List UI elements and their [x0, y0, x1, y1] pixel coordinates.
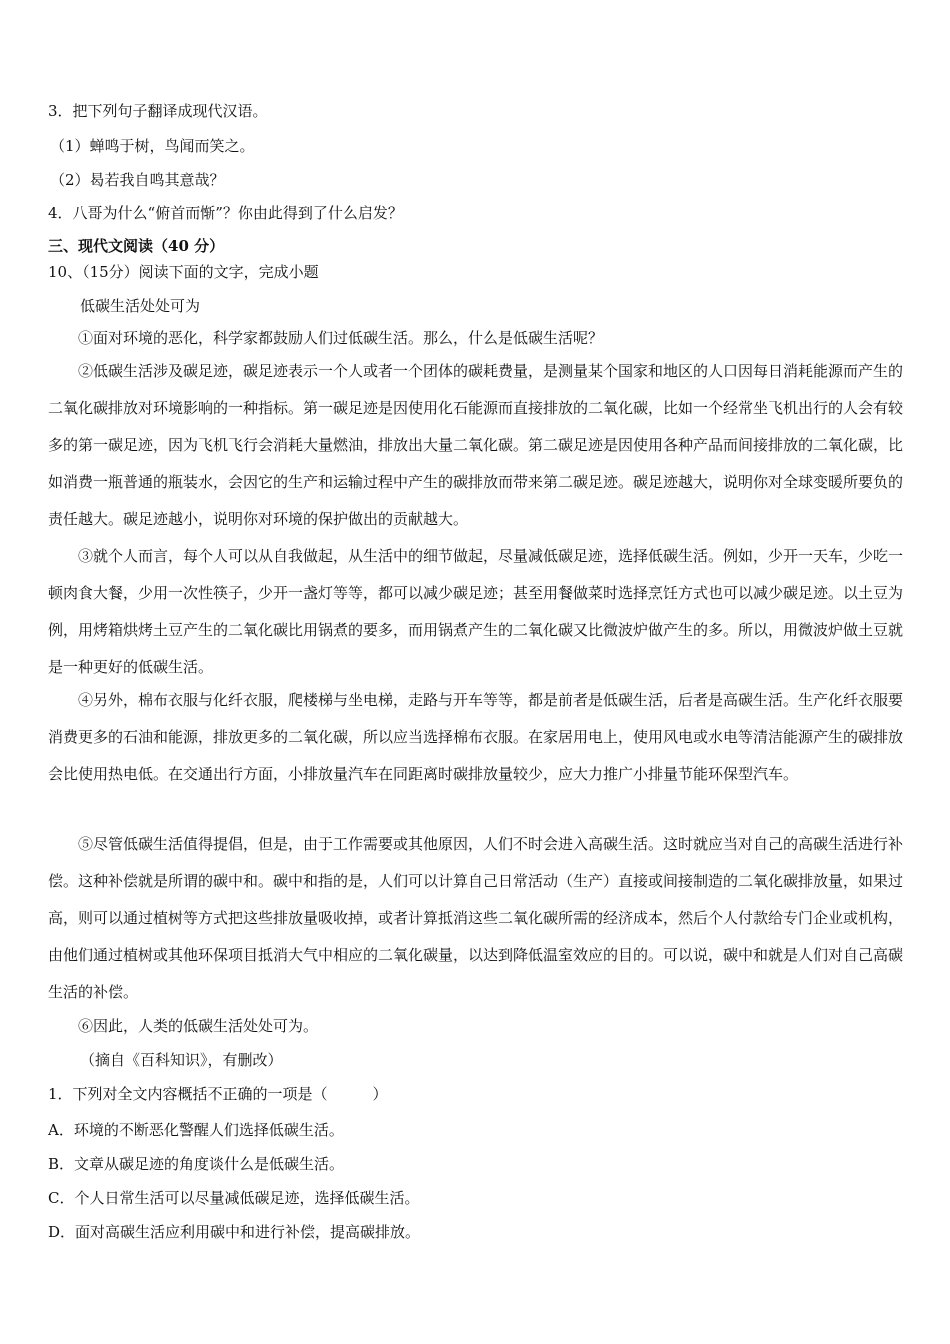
article-paragraph-2: ②低碳生活涉及碳足迹，碳足迹表示一个人或者一个团体的碳耗费量，是测量某个国家和地区的人口因每日消耗能源而产生的二氧化碳排放对环境影响的一种指标。第一碳足迹是因使用化石能源而直接排放的二氧化碳，比如一个经常坐飞机出行的人会有较多的第一碳足迹，因为飞机飞行会消耗大量燃油，排放出大量二氧化碳。第二碳足迹是因使用各种产品而间接排放的二氧化碳，比如消费一瓶普通的瓶装水，会因它的生产和运输过程中产生的碳排放而带来第二碳足迹。碳足迹越大，说明你对全球变暖所要负的责任越大。碳足迹越小，说明你对环境的保护做出的贡献越大。 — [48, 362, 904, 528]
section-heading: 三、现代文阅读（40 分） — [48, 237, 225, 255]
article-paragraph-3: ③就个人而言，每个人可以从自我做起，从生活中的细节做起，尽量减低碳足迹，选择低碳生活。例如，少开一天车，少吃一顿肉食大餐，少用一次性筷子，少开一盏灯等等，都可以减少碳足迹；甚至用餐做菜时选择烹饪方式也可以减少碳足迹。以土豆为例，用烤箱烘烤土豆产生的二氧化碳比用锅煮的要多，而用锅煮产生的二氧化碳又比微波炉做产生的多。所以，用微波炉做土豆就是一种更好的低碳生活。 — [48, 547, 904, 676]
question-3-item-1: （1）蝉鸣于树，鸟闻而笑之。 — [50, 137, 255, 155]
question-10: 10、（15分）阅读下面的文字，完成小题 — [48, 263, 319, 281]
article-source: （摘自《百科知识》，有删改） — [80, 1051, 283, 1069]
mcq-option-c: C．个人日常生活可以尽量减低碳足迹，选择低碳生活。 — [48, 1189, 420, 1207]
question-3: 3．把下列句子翻译成现代汉语。 — [48, 102, 268, 120]
article-title: 低碳生活处处可为 — [80, 297, 201, 315]
mcq-option-a: A．环境的不断恶化警醒人们选择低碳生活。 — [48, 1121, 344, 1139]
mcq-option-b: B．文章从碳足迹的角度谈什么是低碳生活。 — [48, 1155, 345, 1173]
mcq-stem: 1．下列对全文内容概括不正确的一项是（ ） — [48, 1085, 388, 1103]
article-paragraph-5: ⑤尽管低碳生活值得提倡，但是，由于工作需要或其他原因，人们不时会进入高碳生活。这时就应当对自己的高碳生活进行补偿。这种补偿就是所谓的碳中和。碳中和指的是，人们可以计算自己日常活动（生产）直接或间接制造的二氧化碳排放量，如果过高，则可以通过植树等方式把这些排放量吸收掉，或者计算抵消这些二氧化碳所需的经济成本，然后个人付款给专门企业或机构，由他们通过植树或其他环保项目抵消大气中相应的二氧化碳量，以达到降低温室效应的目的。可以说，碳中和就是人们对自己高碳生活的补偿。 — [48, 835, 904, 1001]
question-4: 4．八哥为什么“俯首而惭”？你由此得到了什么启发？ — [48, 204, 403, 222]
article-paragraph-4: ④另外，棉布衣服与化纤衣服，爬楼梯与坐电梯，走路与开车等等，都是前者是低碳生活，后者是高碳生活。生产化纤衣服要消费更多的石油和能源，排放更多的二氧化碳，所以应当选择棉布衣服。在家居用电上，使用风电或水电等清洁能源产生的碳排放会比使用热电低。在交通出行方面，小排放量汽车在同距离时碳排放量较少，应大力推广小排量节能环保型汽车。 — [48, 691, 904, 783]
question-3-item-2: （2）曷若我自鸣其意哉？ — [50, 171, 225, 189]
article-paragraph-1: ①面对环境的恶化，科学家都鼓励人们过低碳生活。那么，什么是低碳生活呢？ — [78, 329, 604, 347]
article-paragraph-6: ⑥因此，人类的低碳生活处处可为。 — [78, 1017, 319, 1035]
mcq-option-d: D．面对高碳生活应利用碳中和进行补偿，提高碳排放。 — [48, 1223, 421, 1241]
